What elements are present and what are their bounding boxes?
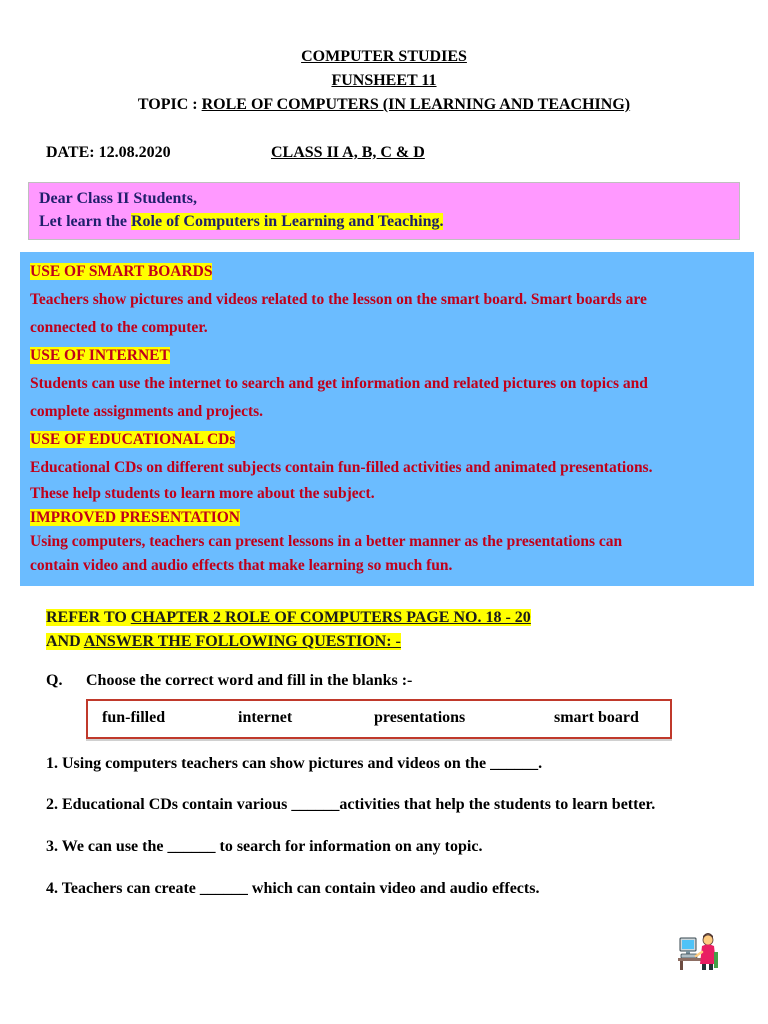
question-label: Q. (46, 672, 63, 689)
blank-question-1: 1. Using computers teachers can show pictures and videos on the ______. (46, 755, 543, 772)
use-section-internet (30, 342, 744, 426)
use-section-improved-presentation (30, 506, 744, 578)
use-text-line: Using computers, teachers can present lessons in a better manner as the presentations can (30, 533, 623, 550)
use-text-line: Teachers show pictures and videos related to the lesson on the smart board. Smart boards are (30, 291, 647, 308)
uses-box (20, 252, 754, 586)
refer-answer: ANSWER THE FOLLOWING QUESTION: - (83, 633, 401, 650)
refer-chapter: CHAPTER 2 ROLE OF COMPUTERS PAGE NO. 18 - 20 (130, 609, 531, 626)
use-text-line: contain video and audio effects that make learning so much fun. (30, 557, 453, 574)
use-heading: USE OF EDUCATIONAL CDs (30, 431, 236, 448)
date-text: DATE: 12.08.2020 (46, 144, 171, 161)
sheet-title: FUNSHEET 11 (331, 72, 437, 89)
greeting-box (28, 182, 740, 240)
greeting-line-1: Dear Class II Students, (39, 190, 197, 207)
question-line (46, 672, 412, 690)
subject-title: COMPUTER STUDIES (301, 48, 467, 65)
refer-line-1 (46, 609, 531, 627)
topic-line (0, 96, 768, 114)
word-bank-item: presentations (374, 709, 466, 726)
use-section-smart-boards (30, 258, 744, 342)
greeting-line-2 (39, 210, 729, 233)
use-text-line: Educational CDs on different subjects contain fun-filled activities and animated presentations. (30, 459, 653, 476)
topic-label: TOPIC : (137, 96, 202, 113)
refer-prefix: REFER TO (46, 609, 131, 626)
word-bank-item: internet (238, 709, 293, 726)
use-heading: USE OF INTERNET (30, 347, 170, 364)
word-bank-item: smart board (554, 709, 639, 726)
use-heading: USE OF SMART BOARDS (30, 263, 213, 280)
class-text: CLASS II A, B, C & D (271, 144, 425, 161)
topic-text: ROLE OF COMPUTERS (IN LEARNING AND TEACHING) (201, 96, 631, 113)
use-heading: IMPROVED PRESENTATION (30, 509, 240, 526)
use-text-line: complete assignments and projects. (30, 403, 264, 420)
use-text-line: Students can use the internet to search and get information and related pictures on topics and (30, 375, 648, 392)
blank-question-4: 4. Teachers can create ______ which can contain video and audio effects. (46, 880, 540, 897)
use-text-line: These help students to learn more about the subject. (30, 485, 375, 502)
greeting-line-2-prefix: Let learn the (39, 213, 131, 230)
use-text-line: connected to the computer. (30, 319, 208, 336)
question-instruction: Choose the correct word and fill in the blanks :- (86, 672, 413, 689)
teacher-at-computer-icon (676, 928, 720, 972)
word-bank-item: fun-filled (102, 709, 166, 726)
word-bank-box (86, 699, 672, 739)
greeting-topic-highlight: Role of Computers in Learning and Teaching. (130, 213, 444, 230)
blank-question-2: 2. Educational CDs contain various ______activities that help the students to learn better. (46, 796, 656, 813)
use-section-educational-cds (30, 426, 744, 506)
blank-question-3: 3. We can use the ______ to search for information on any topic. (46, 838, 483, 855)
refer-line-2 (46, 633, 401, 651)
refer-and: AND (46, 633, 84, 650)
